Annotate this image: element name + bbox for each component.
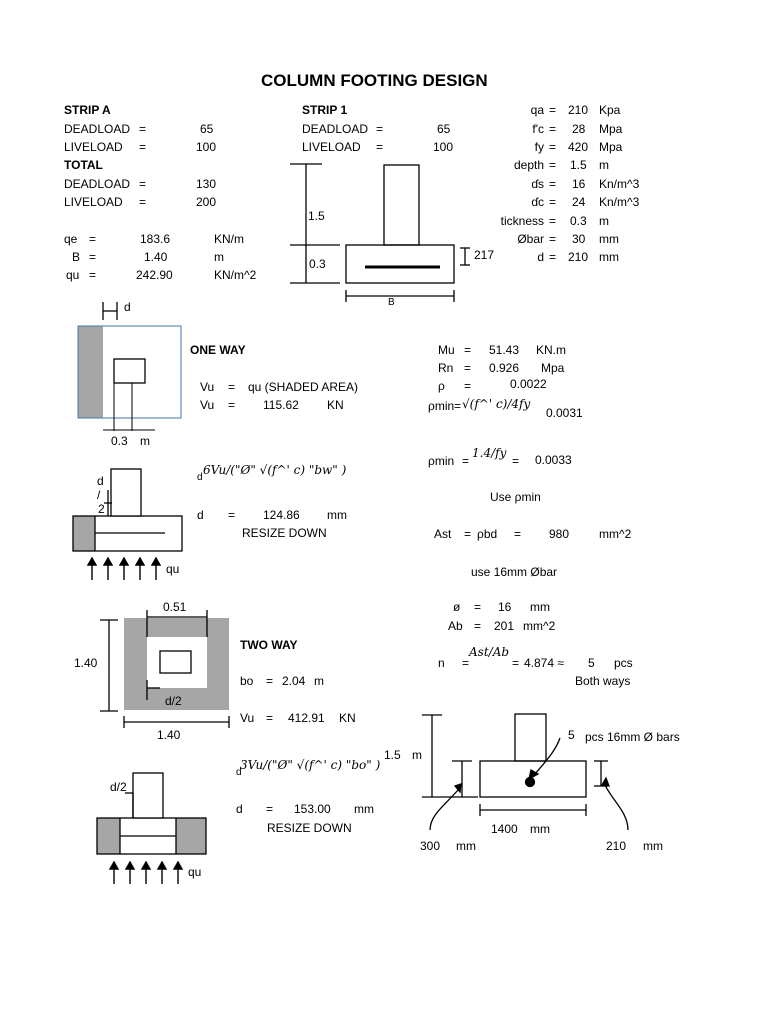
param-fc-unit: Mpa	[599, 122, 623, 136]
strip-a-deadload-label: DEADLOAD	[64, 122, 131, 136]
two-way-left-dim: 1.40	[74, 656, 98, 670]
final-right-unit: mm	[643, 839, 663, 853]
one-way-fig-2: 2	[98, 502, 105, 516]
param-d-label: d	[537, 250, 544, 264]
param-fc-eq: =	[549, 122, 557, 136]
n-unit: pcs	[614, 656, 633, 670]
strip-a-liveload-label: LIVELOAD	[64, 140, 123, 154]
param-d-unit: mm	[599, 250, 619, 264]
fig1-depth-label: 1.5	[308, 209, 325, 223]
one-way-vu2-value: 115.62	[263, 398, 299, 412]
one-way-d-eq: =	[228, 508, 236, 522]
one-way-fig-slash: /	[97, 488, 101, 502]
qu-label: qu	[66, 268, 80, 282]
rho-label: ρ	[438, 379, 445, 393]
final-left-unit: mm	[456, 839, 476, 853]
final-depth-unit: m	[412, 748, 422, 762]
one-way-vu2-label: Vu	[200, 398, 215, 412]
qe-label: qe	[64, 232, 78, 246]
ast-label: Ast	[434, 527, 452, 541]
param-fy-unit: Mpa	[599, 140, 623, 154]
rhomin1-eq: =	[454, 399, 462, 413]
phi-value: 16	[498, 600, 512, 614]
one-way-qu-arrows	[88, 558, 160, 580]
param-qa-value: 210	[568, 103, 589, 117]
rhomin2-label: ρmin	[428, 454, 455, 468]
strip-a-deadload-value: 65	[200, 122, 214, 136]
mu-value: 51.43	[489, 343, 520, 357]
strip-a-total-deadload-label: DEADLOAD	[64, 177, 131, 191]
two-way-d-unit: mm	[354, 802, 374, 816]
param-gs-label: ɗs	[531, 177, 544, 191]
strip-a-header: STRIP A	[64, 103, 111, 117]
two-way-formula-prefix: d	[236, 767, 242, 778]
both-ways-note: Both ways	[575, 674, 631, 688]
param-thickness-eq: =	[549, 214, 557, 228]
rn-eq: =	[464, 361, 472, 375]
use-bar-note: use 16mm Øbar	[471, 565, 558, 579]
footing-elevation-figure	[290, 164, 470, 302]
mu-label: Mu	[438, 343, 455, 357]
ast-eq2: =	[514, 527, 522, 541]
bo-value: 2.04	[282, 674, 306, 688]
strip-a-total-liveload-eq: =	[139, 195, 147, 209]
ast-unit: mm^2	[599, 527, 632, 541]
param-gc-label: ɗc	[531, 195, 544, 209]
strip-a-total-deadload-value: 130	[196, 177, 217, 191]
param-gs-eq: =	[549, 177, 557, 191]
one-way-d-label: d	[197, 508, 204, 522]
ast-value: 980	[549, 527, 570, 541]
strip-a-total-liveload-value: 200	[196, 195, 217, 209]
param-gc-value: 24	[572, 195, 586, 209]
rn-unit: Mpa	[541, 361, 565, 375]
strip-1-liveload-eq: =	[376, 140, 384, 154]
qe-unit: KN/m	[214, 232, 244, 246]
n-eq2: =	[512, 656, 520, 670]
two-way-vu-label: Vu	[240, 711, 255, 725]
strip-a-total-header: TOTAL	[64, 158, 103, 172]
two-way-bottom-dim: 1.40	[157, 728, 181, 742]
param-bar-label: Øbar	[517, 232, 544, 246]
ab-eq: =	[474, 619, 482, 633]
param-depth-label: depth	[513, 158, 544, 172]
param-d-value: 210	[568, 250, 589, 264]
ast-eq: =	[464, 527, 472, 541]
bo-unit: m	[314, 674, 324, 688]
one-way-formula: 6Vu/("Ø" √(f^' c) "bw" )	[203, 463, 347, 477]
rho-eq: =	[464, 379, 472, 393]
ab-value: 201	[494, 619, 515, 633]
fig1-b-label: B	[388, 297, 395, 308]
param-depth-eq: =	[549, 158, 557, 172]
strip-1-liveload-value: 100	[433, 140, 454, 154]
final-right-value: 210	[606, 839, 627, 853]
param-gs-value: 16	[572, 177, 586, 191]
mu-eq: =	[464, 343, 472, 357]
param-fc-value: 28	[572, 122, 586, 136]
one-way-formula-prefix: d	[197, 472, 203, 483]
two-way-vu-eq: =	[266, 711, 274, 725]
param-thickness-unit: m	[599, 214, 609, 228]
use-rho-note: Use ρmin	[490, 490, 541, 504]
fig1-d-label: 217	[474, 248, 495, 262]
param-gc-eq: =	[549, 195, 557, 209]
final-width-unit: mm	[530, 822, 550, 836]
qu-unit: KN/m^2	[214, 268, 257, 282]
two-way-resize-note: RESIZE DOWN	[267, 821, 352, 835]
two-way-fig-d2: d/2	[110, 780, 127, 794]
rhomin2-eq2: =	[512, 454, 520, 468]
qe-eq: =	[89, 232, 97, 246]
final-width-value: 1400	[491, 822, 518, 836]
param-gc-unit: Kn/m^3	[599, 195, 640, 209]
n-value: 4.874 ≈	[524, 656, 564, 670]
one-way-header: ONE WAY	[190, 343, 246, 357]
two-way-formula: 3Vu/("Ø" √(f^' c) "bo" )	[240, 758, 381, 772]
ast-formula: ρbd	[477, 527, 498, 541]
strip-1-liveload-label: LIVELOAD	[302, 140, 361, 154]
two-way-vu-unit: KN	[339, 711, 356, 725]
param-depth-value: 1.5	[570, 158, 587, 172]
one-way-elevation-figure	[73, 469, 182, 551]
rhomin1-formula: √(f^' c)/4fy	[462, 397, 531, 411]
one-way-width-unit: m	[140, 434, 150, 448]
rn-value: 0.926	[489, 361, 520, 375]
rhomin1-label: ρmin	[428, 399, 455, 413]
strip-a-liveload-eq: =	[139, 140, 147, 154]
two-way-d2-label: d/2	[165, 694, 182, 708]
param-bar-value: 30	[572, 232, 586, 246]
n-formula: Ast/Ab	[469, 645, 510, 659]
param-gs-unit: Kn/m^3	[599, 177, 640, 191]
qu-eq: =	[89, 268, 97, 282]
b-unit: m	[214, 250, 224, 264]
n-eq: =	[462, 656, 470, 670]
param-qa-eq: =	[549, 103, 557, 117]
two-way-d-eq: =	[266, 802, 274, 816]
one-way-fig-d: d	[97, 474, 104, 488]
two-way-plan-figure	[100, 610, 229, 728]
one-way-d-value: 124.86	[263, 508, 300, 522]
strip-a-liveload-value: 100	[196, 140, 217, 154]
two-way-qu-label: qu	[188, 865, 202, 879]
strip-1-deadload-eq: =	[376, 122, 384, 136]
two-way-qu-arrows	[110, 862, 182, 884]
two-way-d-value: 153.00	[294, 802, 331, 816]
bars-count: 5	[568, 728, 575, 742]
strip-1-header: STRIP 1	[302, 103, 348, 117]
two-way-header: TWO WAY	[240, 638, 298, 652]
ab-label: Ab	[448, 619, 463, 633]
page-title: COLUMN FOOTING DESIGN	[261, 71, 488, 90]
b-eq: =	[89, 250, 97, 264]
qu-value: 242.90	[136, 268, 173, 282]
b-value: 1.40	[144, 250, 168, 264]
ab-unit: mm^2	[523, 619, 556, 633]
param-thickness-label: tickness	[500, 214, 544, 228]
bo-label: bo	[240, 674, 254, 688]
bars-text: pcs 16mm Ø bars	[585, 730, 680, 744]
param-d-eq: =	[549, 250, 557, 264]
rho-value: 0.0022	[510, 377, 547, 391]
param-thickness-value: 0.3	[570, 214, 587, 228]
phi-unit: mm	[530, 600, 550, 614]
one-way-vu1-label: Vu	[200, 380, 215, 394]
one-way-vu2-eq: =	[228, 398, 236, 412]
one-way-vu1-value: qu (SHADED AREA)	[248, 380, 359, 394]
d-dimension-mark	[103, 302, 117, 320]
b-label: B	[72, 250, 81, 264]
strip-a-deadload-eq: =	[139, 122, 147, 136]
n-label: n	[438, 656, 445, 670]
two-way-top-dim: 0.51	[163, 600, 187, 614]
one-way-d-unit: mm	[327, 508, 347, 522]
param-qa-label: qa	[530, 103, 544, 117]
param-fy-eq: =	[549, 140, 557, 154]
final-depth-value: 1.5	[384, 748, 401, 762]
rhomin2-eq: =	[462, 454, 470, 468]
one-way-plan-figure	[78, 326, 181, 431]
one-way-vu2-unit: KN	[327, 398, 344, 412]
param-depth-unit: m	[599, 158, 609, 172]
one-way-vu1-eq: =	[228, 380, 236, 394]
rhomin2-value: 0.0033	[535, 453, 572, 467]
phi-label: ø	[453, 600, 461, 614]
bo-eq: =	[266, 674, 274, 688]
one-way-qu-label: qu	[166, 562, 180, 576]
param-fy-label: fy	[534, 140, 544, 154]
strip-a-total-liveload-label: LIVELOAD	[64, 195, 123, 209]
param-fy-value: 420	[568, 140, 589, 154]
n-value2: 5	[588, 656, 595, 670]
mu-unit: KN.m	[536, 343, 566, 357]
param-fc-label: f'c	[532, 122, 544, 136]
d-mark-label: d	[124, 300, 131, 314]
rhomin1-value: 0.0031	[546, 406, 583, 420]
two-way-d-label: d	[236, 802, 243, 816]
one-way-resize-note: RESIZE DOWN	[242, 526, 327, 540]
strip-1-deadload-value: 65	[437, 122, 451, 136]
strip-1-deadload-label: DEADLOAD	[302, 122, 369, 136]
param-qa-unit: Kpa	[599, 103, 621, 117]
rn-label: Rn	[438, 361, 454, 375]
rhomin2-formula: 1.4/fy	[472, 446, 507, 460]
param-bar-eq: =	[549, 232, 557, 246]
qe-value: 183.6	[140, 232, 171, 246]
one-way-width-label: 0.3	[111, 434, 128, 448]
final-left-value: 300	[420, 839, 441, 853]
two-way-vu-value: 412.91	[288, 711, 325, 725]
strip-a-total-deadload-eq: =	[139, 177, 147, 191]
param-bar-unit: mm	[599, 232, 619, 246]
fig1-thick-label: 0.3	[309, 257, 326, 271]
phi-eq: =	[474, 600, 482, 614]
